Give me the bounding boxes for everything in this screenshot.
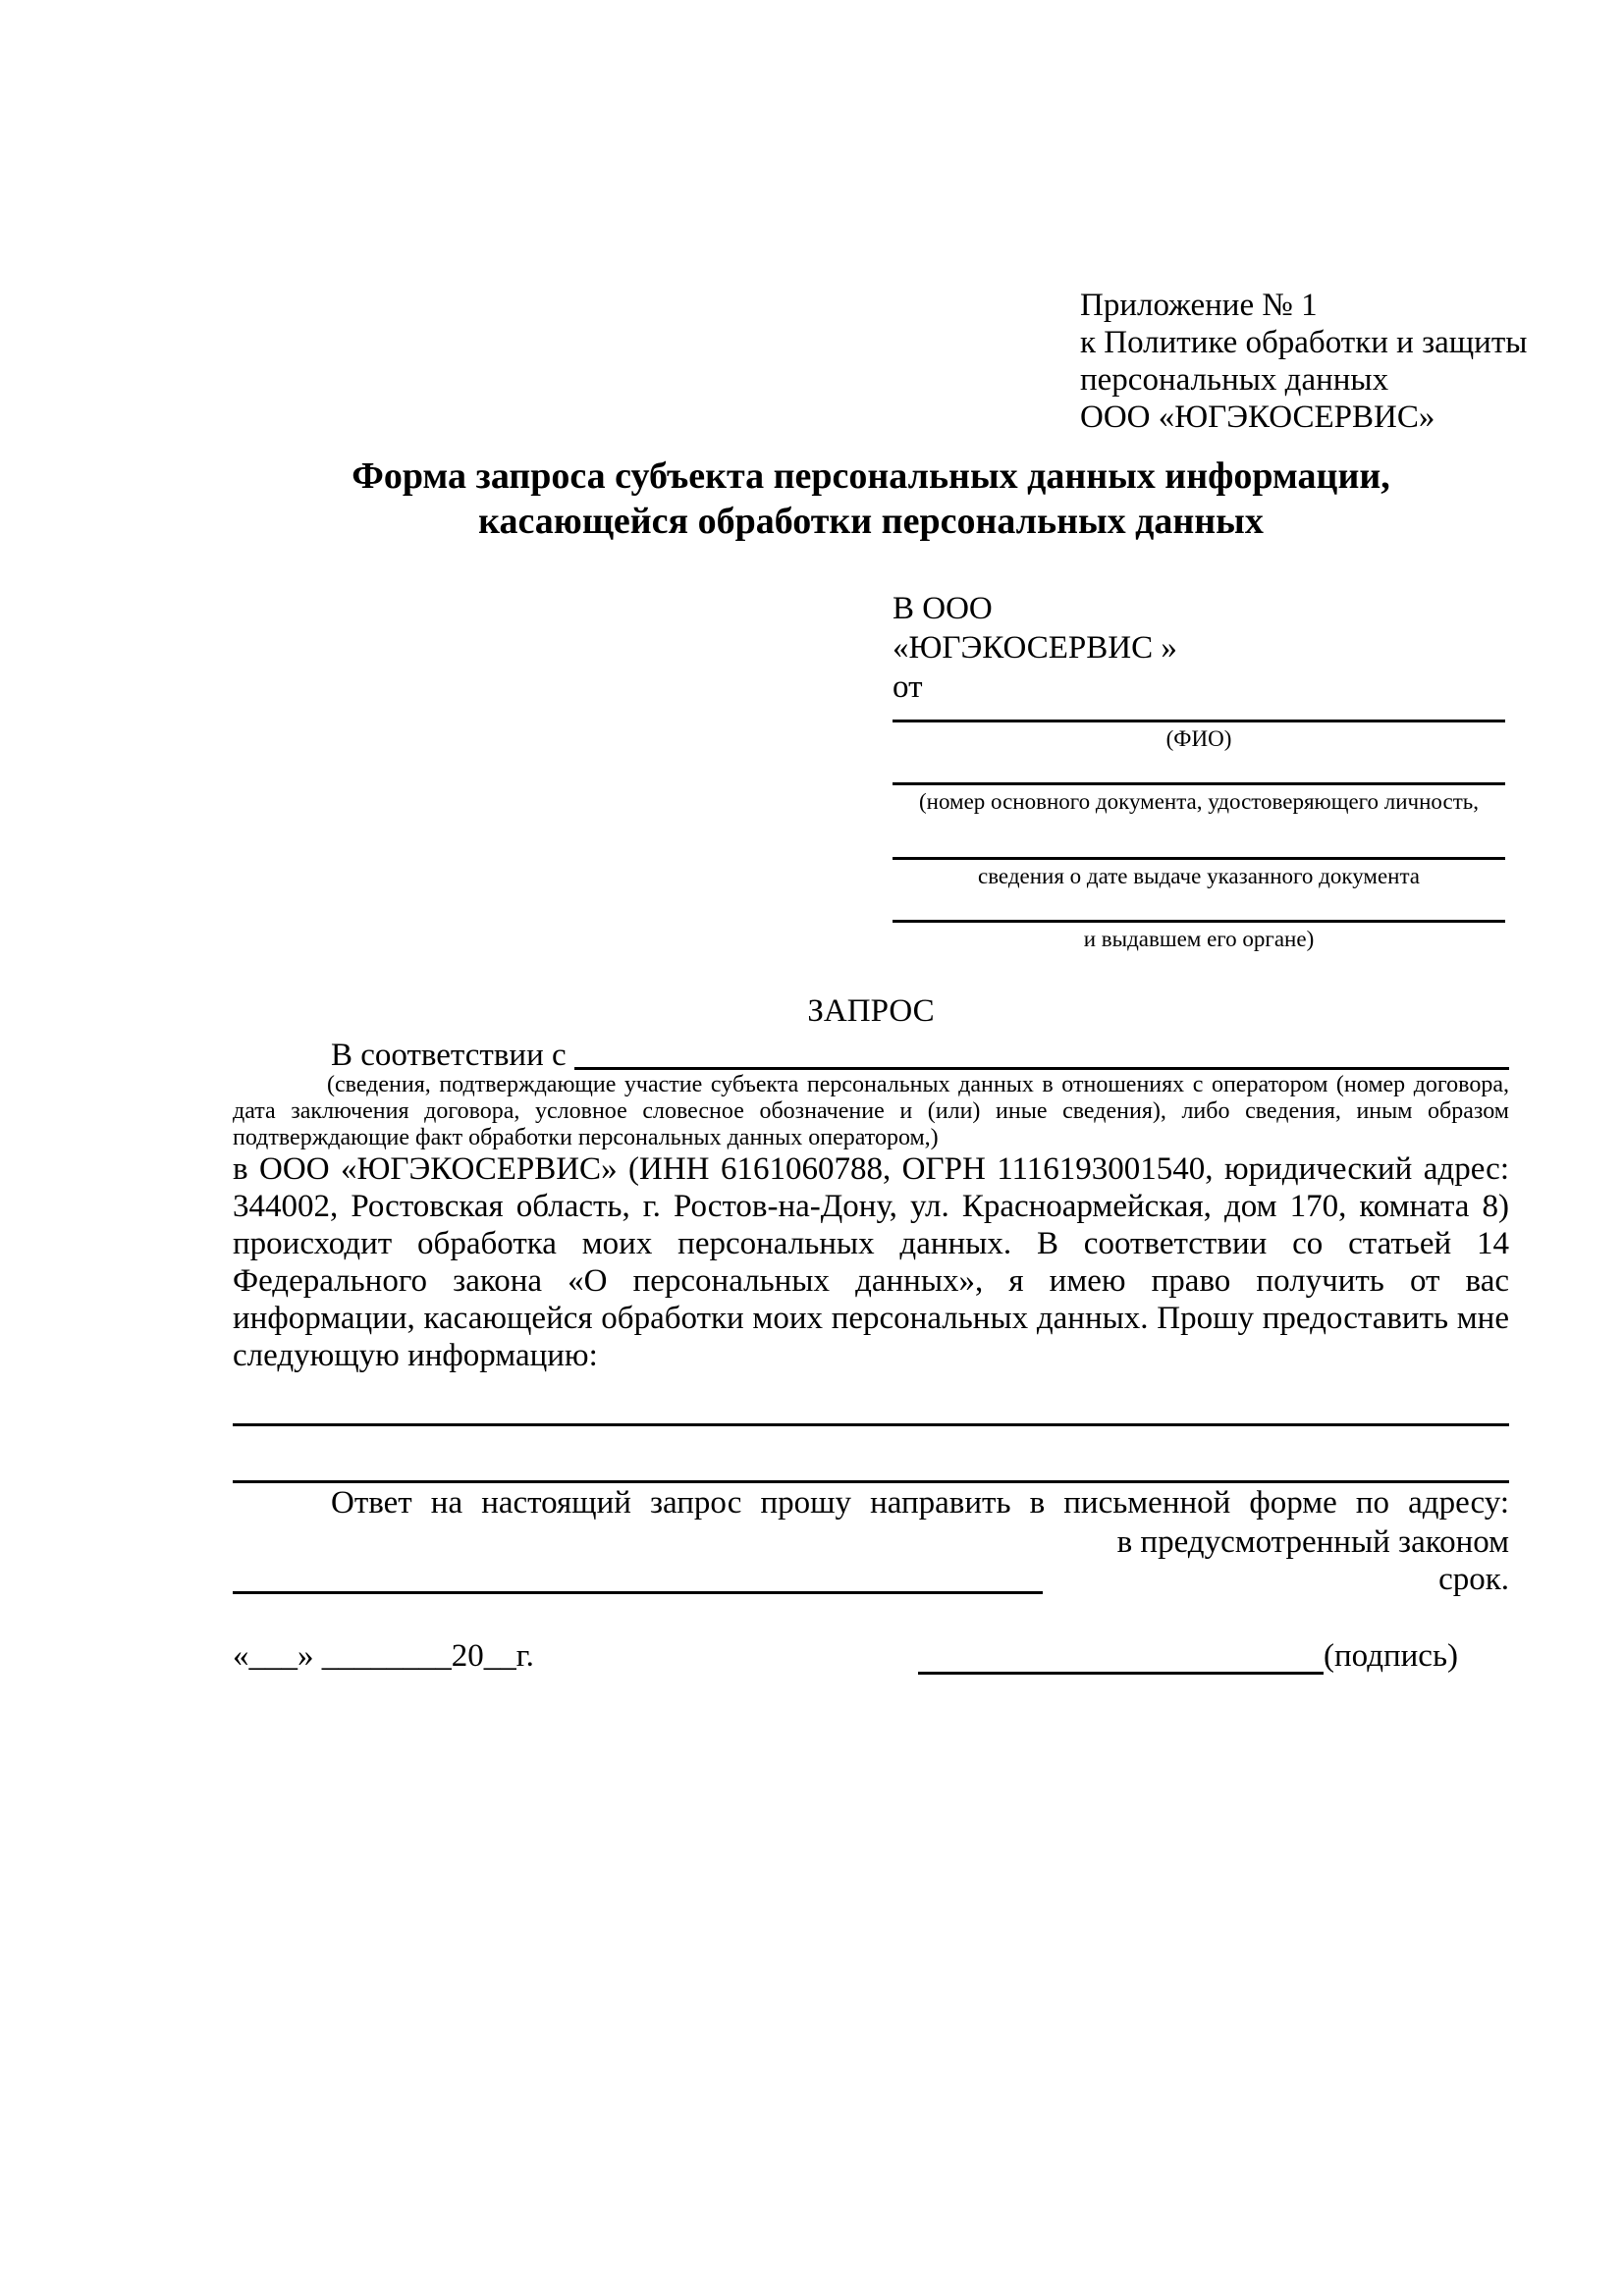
intro-row	[233, 1037, 1509, 1074]
basis-blank-line[interactable]	[574, 1037, 1509, 1070]
addressee-block	[893, 589, 1177, 707]
issuing-authority-blank-line[interactable]	[893, 920, 1505, 923]
appendix-header-line: к Политике обработки и защиты	[1080, 325, 1528, 360]
appendix-header	[1080, 287, 1527, 436]
document-number-caption: (номер основного документа, удостоверяющего личность,	[918, 789, 1479, 814]
request-body-paragraph: в ООО «ЮГЭКОСЕРВИС» (ИНН 6161060788, ОГРН 1116193001540, юридический адрес: 344002, Ростовская область, г. Ростов-на-Дону, ул. Красноармейская, дом 170, комната 8) происходит обработка моих персональных данных. В соответствии со статьей 14 Федерального закона «О персональных данных», я имею право получить от вас информации, касающейся обработки моих персональных данных. Прошу предоставить мне следующую информацию:	[233, 1151, 1509, 1373]
fio-blank-line[interactable]	[893, 720, 1505, 722]
issuing-authority-caption: и выдавшем его органе)	[1083, 927, 1315, 951]
date-blank[interactable]: «___» ________20__г.	[233, 1638, 534, 1674]
footnote-text: (сведения, подтверждающие участие субъекта персональных данных в отношениях с оператором (номер договора, дата заключения договора, условное словесное обозначение и (или) иные сведения), либо сведения, иным образом подтверждающие факт обработки персональных данных оператором,)	[233, 1072, 1509, 1150]
appendix-header-line: Приложение № 1	[1080, 288, 1318, 323]
appendix-header-line: ООО «ЮГЭКОСЕРВИС»	[1080, 400, 1435, 435]
fio-caption: (ФИО)	[1165, 726, 1232, 751]
signature-caption: (подпись)	[1324, 1638, 1458, 1674]
reply-address-row	[233, 1523, 1509, 1598]
signature-blank-line[interactable]	[918, 1642, 1324, 1675]
form-title-line1: Форма запроса субъекта персональных данных информации,	[352, 455, 1390, 497]
issue-date-blank-line[interactable]	[893, 857, 1505, 860]
info-blank-line-1[interactable]	[233, 1423, 1509, 1426]
info-blank-line-2[interactable]	[233, 1480, 1509, 1483]
appendix-header-line: персональных данных	[1080, 362, 1389, 398]
addressee-org-line1: В ООО	[893, 591, 993, 626]
intro-prefix: В соответствии с	[331, 1038, 574, 1073]
issue-date-caption: сведения о дате выдаче указанного документа	[977, 864, 1421, 888]
addressee-org-line2: «ЮГЭКОСЕРВИС »	[893, 630, 1177, 666]
signature-row	[918, 1637, 1458, 1675]
form-title-line2: касающейся обработки персональных данных	[478, 501, 1264, 542]
reply-request-line: Ответ на настоящий запрос прошу направить в письменной форме по адресу:	[331, 1485, 1509, 1521]
address-blank-line[interactable]	[233, 1523, 1043, 1594]
form-title	[233, 454, 1509, 544]
document-number-blank-line[interactable]	[893, 782, 1505, 785]
addressee-from-label: от	[893, 669, 923, 705]
reply-suffix: в предусмотренный законом срок.	[1116, 1524, 1509, 1597]
request-heading: ЗАПРОС	[807, 993, 935, 1029]
